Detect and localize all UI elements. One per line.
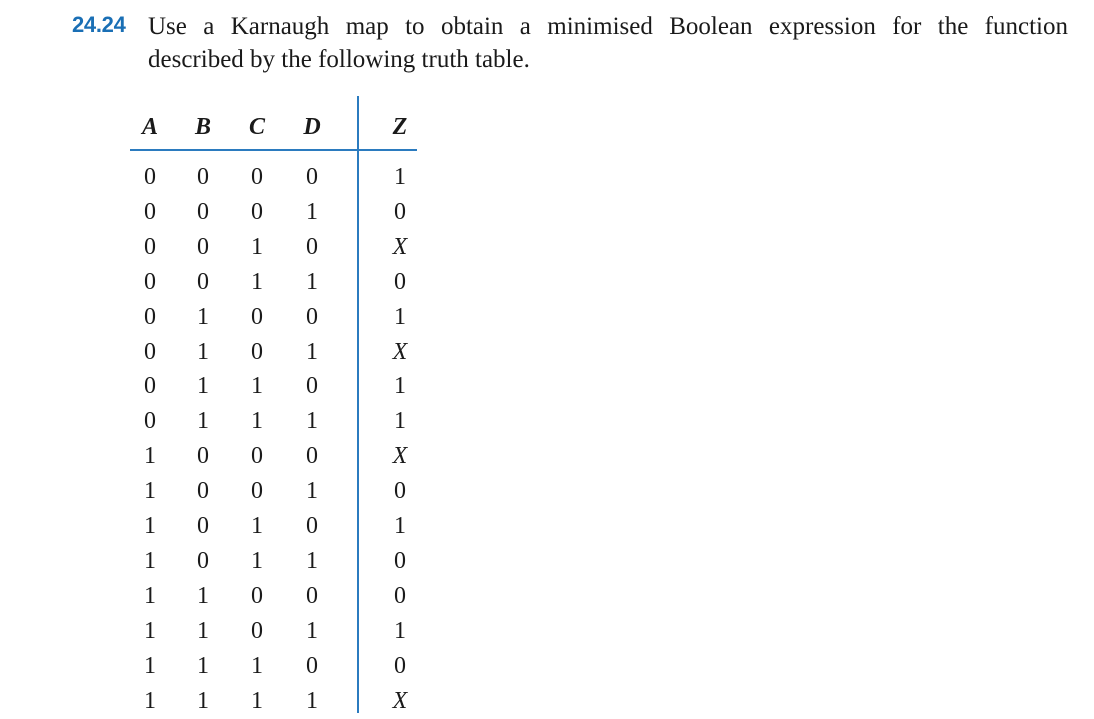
- cell-d: 0: [306, 443, 318, 470]
- cell-z: X: [392, 687, 408, 714]
- cell-z: X: [392, 338, 408, 365]
- cell-b: 0: [197, 547, 209, 574]
- cell-b: 1: [197, 408, 209, 435]
- table-row: [130, 648, 430, 684]
- cell-d: 0: [306, 373, 318, 400]
- cell-d: 1: [306, 268, 318, 295]
- cell-d: 1: [306, 547, 318, 574]
- cell-a: 1: [144, 547, 156, 574]
- cell-d: 1: [306, 617, 318, 644]
- problem-text-line-2: described by the following truth table.: [148, 46, 530, 73]
- cell-c: 1: [251, 513, 263, 539]
- cell-b: 0: [197, 443, 209, 470]
- cell-z: 0: [394, 547, 406, 574]
- cell-c: 0: [251, 198, 263, 225]
- table-row: [130, 368, 430, 404]
- cell-b: 0: [197, 513, 209, 539]
- cell-c: 0: [251, 582, 263, 609]
- cell-c: 0: [251, 338, 263, 365]
- table-row: [130, 229, 430, 265]
- table-row: [130, 473, 430, 509]
- header-b: B: [194, 114, 211, 140]
- cell-b: 1: [197, 617, 209, 644]
- table-row: [130, 334, 430, 370]
- cell-b: 0: [197, 198, 209, 225]
- cell-c: 0: [251, 303, 263, 330]
- cell-c: 1: [251, 268, 263, 295]
- cell-a: 1: [144, 652, 156, 679]
- cell-d: 1: [306, 408, 318, 435]
- table-row: [130, 543, 430, 579]
- cell-b: 1: [197, 373, 209, 400]
- cell-z: 0: [394, 268, 406, 295]
- output-divider: [357, 96, 359, 713]
- cell-d: 0: [306, 233, 318, 260]
- cell-d: 0: [306, 652, 318, 679]
- table-row: [130, 578, 430, 614]
- cell-z: X: [392, 443, 408, 470]
- table-row: [130, 264, 430, 300]
- cell-z: 0: [394, 478, 406, 505]
- cell-d: 1: [306, 687, 318, 714]
- cell-a: 0: [144, 198, 156, 225]
- cell-d: 0: [306, 164, 318, 190]
- header-d: D: [303, 114, 321, 140]
- cell-z: 1: [394, 303, 406, 330]
- table-row: [130, 438, 430, 474]
- cell-z: 1: [394, 164, 406, 190]
- table-row: [130, 613, 430, 649]
- cell-a: 1: [144, 478, 156, 505]
- cell-a: 0: [144, 164, 156, 190]
- cell-z: 1: [394, 617, 406, 644]
- cell-a: 0: [144, 338, 156, 365]
- cell-d: 1: [306, 478, 318, 505]
- cell-c: 0: [251, 443, 263, 470]
- cell-c: 1: [251, 233, 263, 260]
- cell-b: 1: [197, 303, 209, 330]
- cell-z: 1: [394, 373, 406, 400]
- header-z: Z: [392, 114, 408, 140]
- cell-a: 0: [144, 373, 156, 400]
- table-row: [130, 683, 430, 719]
- cell-c: 0: [251, 478, 263, 505]
- truth-table-header: [130, 109, 430, 145]
- cell-a: 1: [144, 687, 156, 714]
- cell-a: 1: [144, 582, 156, 609]
- cell-b: 1: [197, 338, 209, 365]
- cell-z: 0: [394, 198, 406, 225]
- cell-a: 1: [144, 513, 156, 539]
- cell-z: X: [392, 233, 408, 260]
- cell-b: 1: [197, 687, 209, 714]
- cell-a: 1: [144, 617, 156, 644]
- cell-a: 0: [144, 233, 156, 260]
- cell-z: 0: [394, 652, 406, 679]
- cell-d: 0: [306, 303, 318, 330]
- header-a: A: [141, 114, 158, 140]
- cell-b: 1: [197, 652, 209, 679]
- cell-b: 0: [197, 164, 209, 190]
- table-row: [130, 159, 430, 195]
- table-row: [130, 508, 430, 544]
- cell-a: 1: [144, 443, 156, 470]
- header-divider: [130, 149, 417, 151]
- cell-b: 1: [197, 582, 209, 609]
- cell-c: 1: [251, 547, 263, 574]
- cell-c: 1: [251, 652, 263, 679]
- header-c: C: [248, 114, 265, 140]
- problem-text: [148, 10, 1068, 76]
- cell-c: 0: [251, 164, 263, 190]
- cell-b: 0: [197, 233, 209, 260]
- problem-number: 24.24: [72, 12, 126, 37]
- cell-a: 0: [144, 408, 156, 435]
- cell-c: 1: [251, 408, 263, 435]
- table-row: [130, 299, 430, 335]
- cell-z: 1: [394, 513, 406, 539]
- cell-d: 0: [306, 513, 318, 539]
- table-row: [130, 403, 430, 439]
- cell-d: 0: [306, 582, 318, 609]
- cell-a: 0: [144, 303, 156, 330]
- cell-d: 1: [306, 198, 318, 225]
- cell-z: 1: [394, 408, 406, 435]
- cell-b: 0: [197, 478, 209, 505]
- cell-c: 1: [251, 687, 263, 714]
- cell-c: 0: [251, 617, 263, 644]
- cell-z: 0: [394, 582, 406, 609]
- cell-a: 0: [144, 268, 156, 295]
- cell-d: 1: [306, 338, 318, 365]
- table-row: [130, 194, 430, 230]
- problem-text-line-1: Use a Karnaugh map to obtain a minimised Boolean expression for the function: [148, 13, 1068, 40]
- cell-b: 0: [197, 268, 209, 295]
- cell-c: 1: [251, 373, 263, 400]
